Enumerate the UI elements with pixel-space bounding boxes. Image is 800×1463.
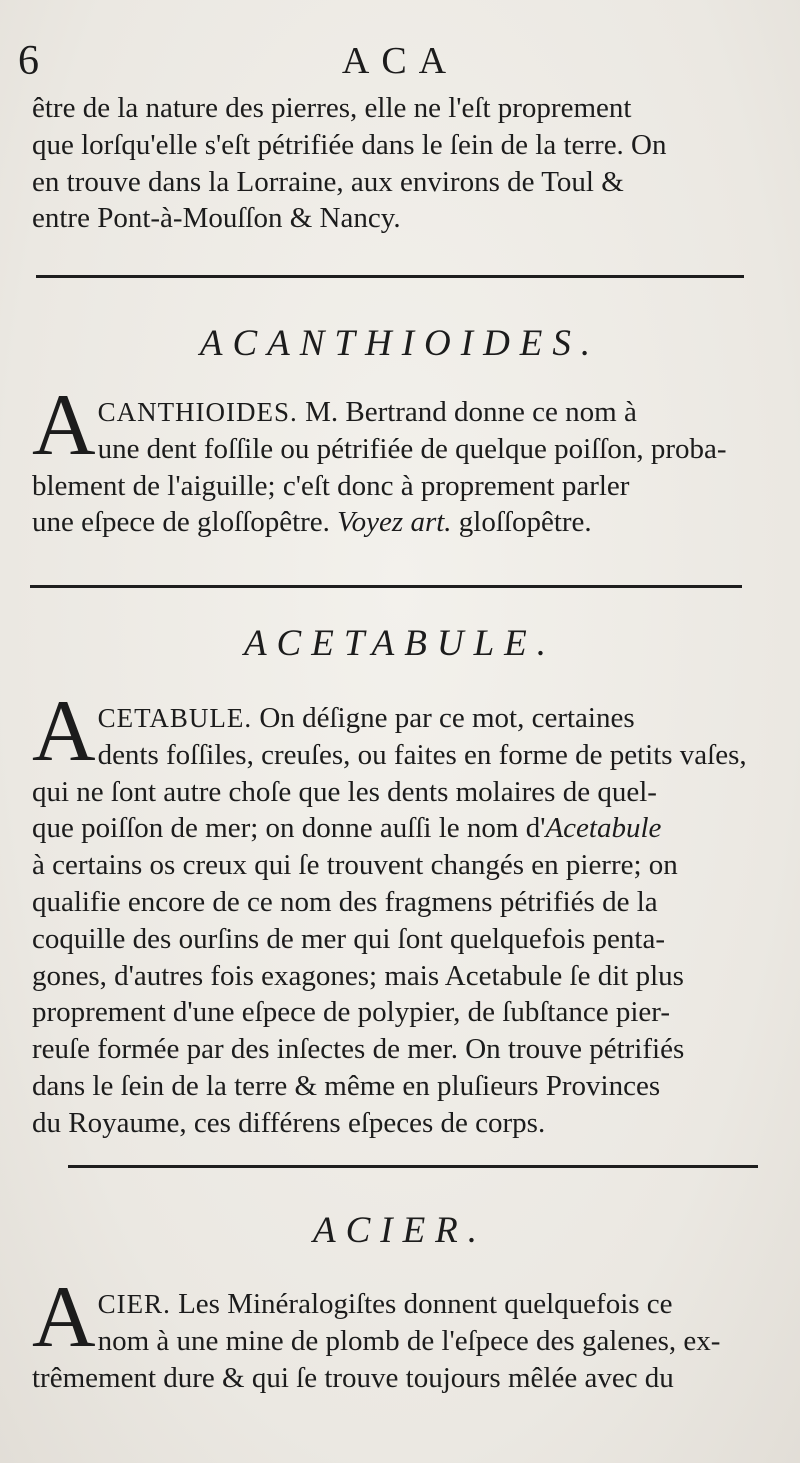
entry-lead: CETABULE. bbox=[97, 703, 253, 733]
entry-tail: gloſſopêtre. bbox=[451, 506, 592, 539]
entry-italic: Acetabule bbox=[545, 812, 662, 845]
drop-cap: A bbox=[32, 1269, 96, 1366]
entry-lead: CIER. bbox=[97, 1289, 171, 1319]
entry-paragraph bbox=[32, 1269, 772, 1396]
entry-paragraph bbox=[32, 377, 772, 541]
entry-body: On déſigne par ce mot, certaines dents foſſiles, creuſes, ou faites en forme de petits vaſes, qui ne ſont autre choſe que les dents molaires de quel- que poiſſon de mer; on donne auſſi le nom d' bbox=[32, 702, 747, 845]
entry-heading: ACANTHIOIDES. bbox=[199, 323, 601, 364]
entry-heading: ACIER. bbox=[312, 1210, 488, 1251]
entry-tail: à certains os creux qui ſe trouvent changés en pierre; on qualifie encore de ce nom des fragmens pétrifiés de la coquille des ourſins de mer qui ſont quelquefois penta- gones, d'autres fois exagones; mais Acetabule ſe dit plus proprement d'une eſpece de polypier, de ſubſtance pier- reuſe formée par des inſectes de mer. On trouve pétrifiés dans le ſein de la terre & même en pluſieurs Provinces du Royaume, ces différens eſpeces de corps. bbox=[32, 849, 685, 1139]
entry-body: Les Minéralogiſtes donnent quelquefois ce nom à une mine de plomb de l'eſpece des galenes, ex- trêmement dure & qui ſe trouve toujours mêlée avec du bbox=[32, 1288, 721, 1394]
drop-cap: A bbox=[32, 683, 96, 780]
section-rule bbox=[36, 275, 744, 278]
drop-cap: A bbox=[32, 377, 96, 474]
page-header bbox=[0, 40, 800, 90]
entry-heading: ACETABULE. bbox=[243, 623, 557, 664]
section-rule bbox=[68, 1165, 758, 1168]
section-rule bbox=[30, 585, 742, 588]
continuation-paragraph: être de la nature des pierres, elle ne l'eſt proprement que lorſqu'elle s'eſt pétrifiée dans le ſein de la terre. On en trouve dans la Lorraine, aux environs de Toul & entre Pont-à-Mouſſon & Nancy. bbox=[32, 92, 667, 235]
entry-body: M. Bertrand donne ce nom à une dent foſſile ou pétrifiée de quelque poiſſon, proba- blement de l'aiguille; c'eſt donc à proprement parler une eſpece de gloſſopêtre. bbox=[32, 396, 727, 539]
entry-lead: CANTHIOIDES. bbox=[97, 397, 298, 427]
entry-paragraph bbox=[32, 683, 772, 1142]
running-head: ACA bbox=[341, 40, 459, 82]
entry-italic: Voyez art. bbox=[337, 506, 452, 539]
page-number: 6 bbox=[18, 38, 39, 84]
